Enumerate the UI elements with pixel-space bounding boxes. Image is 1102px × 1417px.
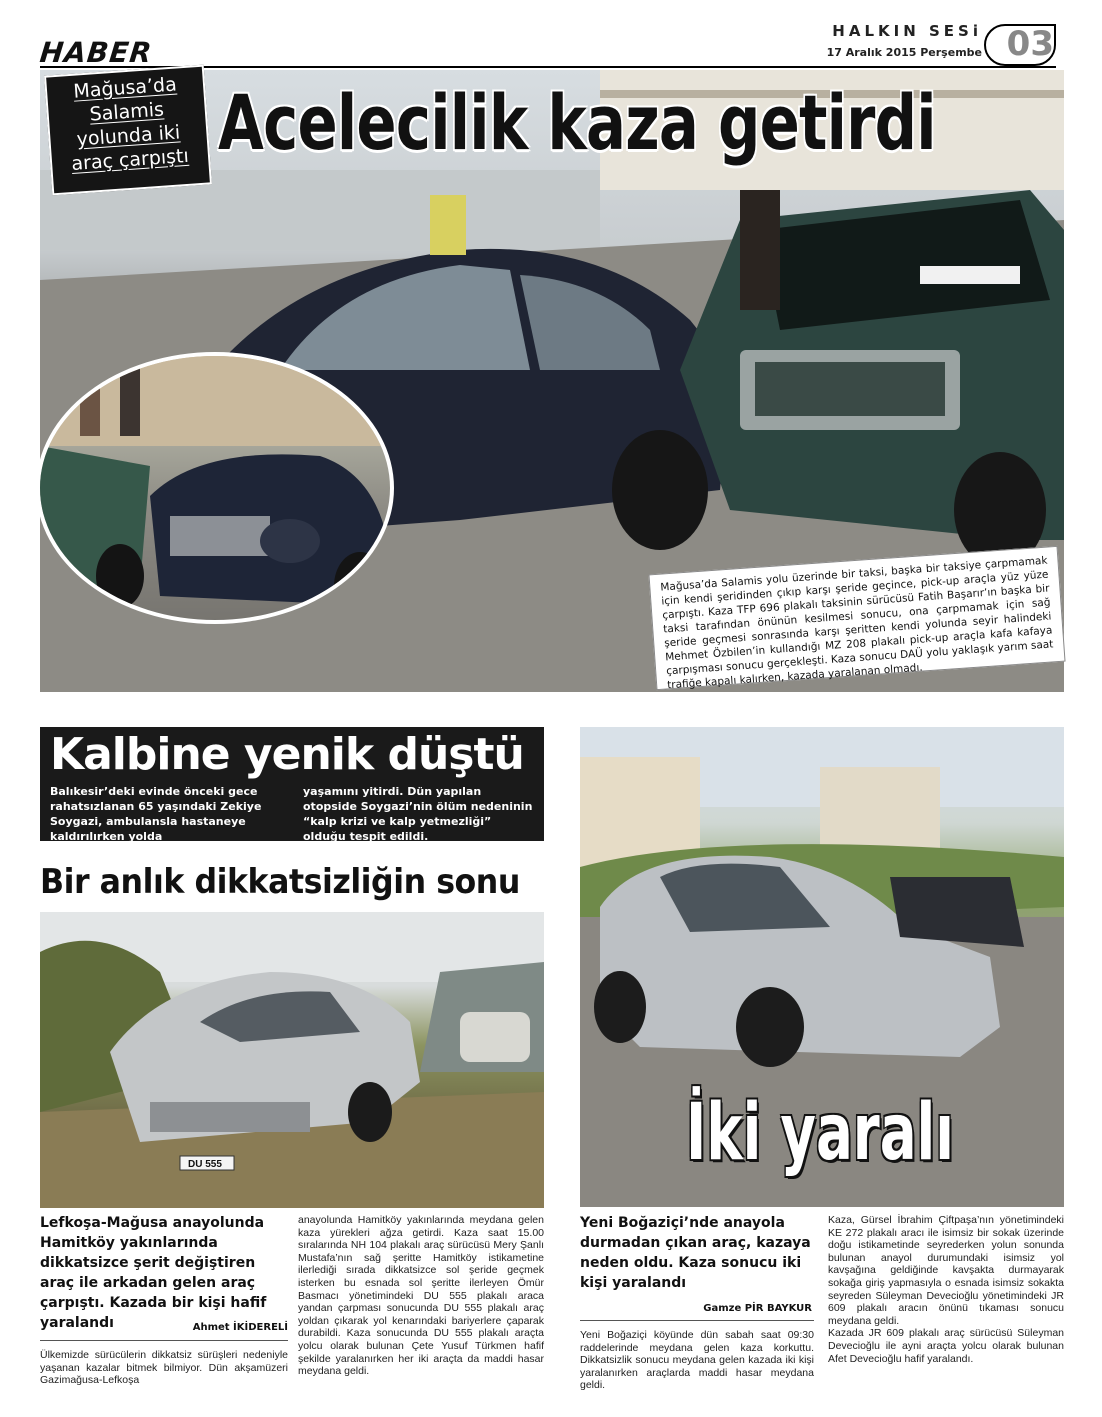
second-story-body-col1: Yeni Boğaziçi köyünde dün sabah saat 09:30 raddelerinde meydana gelen kaza korkuttu. Dikkatsizlik sonucu meydana gelen kazada iki kişi yaralanırken araçlarda maddi hasar meydana geldi.: [580, 1329, 814, 1392]
kicker-line: yolunda iki: [75, 121, 181, 151]
story-body-col1: Ülkemizde sürücülerin dikkatsiz sürüşleri nedeniyle yaşanan kazalar bitmek bilmiyor. Dün akşamüzeri Gazimağusa-Lefkoşa: [40, 1349, 288, 1387]
kicker-line: araç çarpıştı: [70, 144, 190, 175]
newspaper-name: HALKIN SESi: [832, 22, 982, 40]
brief-text-col1: Balıkesir’deki evinde önceki gece rahatsızlanan 65 yaşındaki Zekiye Soygazi, ambulansla hastaneye kaldırılırken yolda: [50, 785, 262, 843]
kicker-line: Mağusa’da: [72, 73, 178, 103]
story-lead: Lefkoşa-Mağusa anayolunda Hamitköy yakınlarında dikkatsizce şerit değiştiren araç ile arkadan gelen araç çarpıştı. Kazada bir kişi hafif yaralandı: [40, 1215, 267, 1331]
byline-rule: [40, 1340, 288, 1341]
lead-inset-photo: [36, 352, 394, 624]
byline-rule: [580, 1320, 814, 1321]
plate-text: DU 555: [188, 1159, 222, 1170]
lead-photo-caption: Mağusa’da Salamis yolu üzerinde bir taksi, başka bir taksiye çarpmamak için kendi şeridinden çıkıp karşı şeride geçince, pick-up araçla yüz yüze çarpıştı. Kaza TFP 696 plakalı taksinin sürücüsü Fatih Başarır’ın başka bir taksi tarafından önünün kesilmesi sonucu, ona çarpmamak için sağ şeride geçmesi sonrasında karşı şeritten kendi yolunda seyir halindeki Mehmet Özbilen’in kullandığı MZ 208 plakalı pick-up araçla kafa kafaya çarpışması sonucu gerçekleşti. Kaza sonucu DAÜ yolu yaklaşık yarım saat trafiğe kapalı kalırken, kazada yaralanan olmadı.: [648, 546, 1065, 690]
brief-title: Kalbine yenik düştü: [50, 729, 524, 780]
issue-date: 17 Aralık 2015 Perşembe: [826, 46, 982, 59]
section-label: HABER: [38, 36, 154, 69]
second-story-byline: Gamze PİR BAYKUR: [703, 1303, 812, 1314]
story-byline: Ahmet İKİDERELİ: [192, 1322, 288, 1333]
second-story-headline: İki yaralı: [686, 1088, 954, 1178]
inset-photo-illustration: [40, 356, 394, 624]
story-body-col2: anayolunda Hamitköy yakınlarında meydana gelen kaza yürekleri ağza getirdi. Kaza saat 15.00 sıralarında NH 104 plakalı araç sürücüsü Mery Şanlı Mustafa’nın sağ şeritte Hamitköy istikametine ilerlediği sırada dikkatsizce sol şeride geçmek isterken bu esnada sol şeritte ilerleyen Ömür Basmacı yönetimindeki DU 555 plakalı araca yandan çarpması sonucunda DU 555 plakalı araç yoldan çıkarak yol kenarındaki bariyerlere çaparak durabildi. Kaza sonucunda DU 555 plakalı araçta yolcu olarak bulunan Çete Yusuf Türkmen hafif şekilde yaralanırken her iki araçta da maddi hasar meydana geldi.: [298, 1214, 544, 1378]
story-photo-illustration: [40, 912, 544, 1208]
second-story-body-col2: [828, 1214, 1064, 1365]
second-story-body-para2: Kazada JR 609 plakalı araç sürücüsü Süleyman Devecioğlu ile ayni araçta yolcu olarak bulunan Afet Devecioğlu hafif yaralandı.: [828, 1327, 1064, 1365]
kicker-line: Salamis: [88, 98, 165, 126]
brief-text-col2: yaşamını yitirdi. Dün yapılan otopside Soygazi’nin ölüm nedeninin “kalp krizi ve kalp yetmezliği” olduğu tespit edildi.: [303, 785, 533, 843]
second-story-body-para1: Kaza, Gürsel İbrahim Çiftpaşa’nın yönetimindeki KE 272 plakalı aracı ile isimsiz bir sokak üzerinde doğu istikametinde seyrederken yolun sonunda bulunan anayol durumundaki isimsiz yol kavşağına geldiğinde kavşakta durmayarak sokağa giriş yapmasıyla o esnada isimsiz sokakta seyreden Süleyman Devecioğlu yönetimindeki JR 609 plakalı aracın önünü tıkaması sonucu meydana geldi.: [828, 1214, 1064, 1327]
second-story-lead: Yeni Boğaziçi’nde anayola durmadan çıkan araç, kazaya neden oldu. Kaza sonucu iki kişi yaralandı: [580, 1215, 811, 1291]
story-headline: Bir anlık dikkatsizliğin sonu: [40, 862, 520, 902]
page-number: 03: [1006, 24, 1054, 64]
lead-headline: Acelecilik kaza getirdi: [218, 78, 936, 167]
brief-box: [40, 727, 544, 841]
masthead: [827, 22, 982, 59]
story-photo: [40, 912, 544, 1208]
brief-columns: [50, 784, 534, 844]
lead-kicker: [44, 65, 212, 196]
